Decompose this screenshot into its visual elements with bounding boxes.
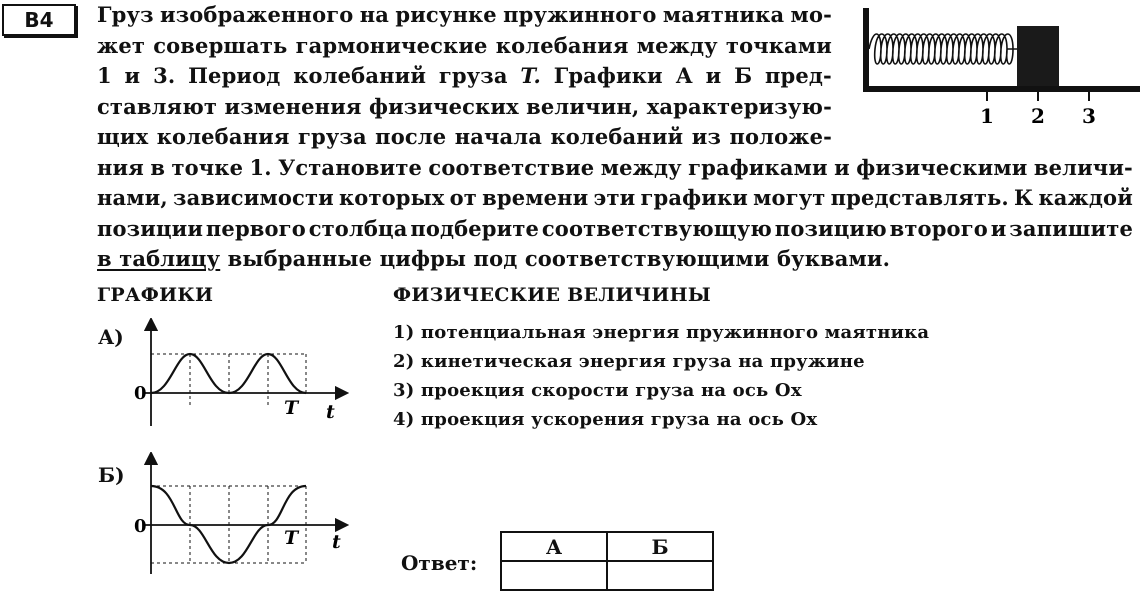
graphs-heading: ГРАФИКИ	[97, 284, 214, 306]
statement-word: рисунке	[395, 2, 497, 27]
statement-word: ния	[97, 154, 144, 180]
statement-word: и	[834, 154, 850, 180]
graph-b	[130, 452, 350, 575]
statement-line	[97, 61, 832, 92]
statement-word: и	[124, 63, 141, 88]
statement-word: щих	[97, 124, 149, 149]
statement-word: величи-	[1033, 154, 1133, 180]
statement-word: пред-	[765, 63, 832, 88]
statement-word: груза	[438, 63, 508, 88]
statement-line	[97, 92, 832, 123]
statement-word: после	[375, 124, 447, 149]
statement-word: могут	[753, 185, 826, 210]
statement-word: Период	[188, 63, 281, 88]
statement-word: А	[675, 63, 693, 88]
statement-word: запишите	[1009, 215, 1133, 241]
statement-word: нами,	[97, 185, 168, 210]
statement-word: из	[691, 124, 722, 149]
statement-word: 1.	[249, 154, 272, 180]
statement-line	[97, 122, 832, 153]
answer-table	[500, 531, 714, 591]
answer-cell-b[interactable]	[607, 561, 713, 590]
statement-word: между	[600, 154, 682, 180]
statement-word: изображенного	[159, 2, 354, 27]
statement-word: гармонические	[295, 32, 488, 58]
graph-a-period-label: T	[284, 397, 299, 419]
position-label-3: 3	[1082, 104, 1096, 128]
statement-word: изменения	[224, 93, 362, 119]
table-link[interactable]: в таблицу	[97, 246, 221, 271]
statement-word: T.	[520, 63, 541, 88]
statement-line	[97, 183, 1133, 214]
statement-word: эти	[593, 185, 636, 210]
statement-word: колебания	[495, 32, 629, 58]
statement-word: Груз	[97, 2, 154, 27]
statement-word: маятника	[662, 2, 785, 27]
statement-word: положе-	[729, 124, 832, 149]
statement-word: и	[705, 63, 722, 88]
statement-word: 1	[97, 63, 112, 88]
statement-word: 3.	[153, 63, 176, 88]
statement-word: времени	[482, 185, 589, 210]
statement-line	[97, 214, 1133, 245]
statement-word: каждой	[1038, 185, 1133, 210]
statement-word: соответствующую	[541, 215, 772, 241]
spring	[869, 34, 1017, 64]
graph-a-zero-label: 0	[134, 383, 147, 404]
statement-word: физическими	[856, 154, 1028, 180]
answer-column-a: А	[501, 532, 607, 561]
statement-word: пружинного	[503, 2, 657, 27]
graph-b-label: Б)	[98, 463, 125, 487]
quantities-heading: ФИЗИЧЕСКИЕ ВЕЛИЧИНЫ	[393, 284, 711, 306]
position-label-2: 2	[1031, 104, 1045, 128]
answer-label: Ответ:	[401, 551, 478, 575]
statement-word: представлять.	[830, 185, 1009, 210]
quantity-item-4: 4) проекция ускорения груза на ось Ox	[393, 409, 818, 430]
graph-b-time-label: t	[332, 531, 341, 553]
task-number-badge: B4	[2, 4, 76, 36]
answer-column-b: Б	[607, 532, 713, 561]
statement-word: и	[990, 215, 1007, 241]
statement-word: совершать	[153, 32, 288, 58]
statement-word: зависимости	[173, 185, 334, 210]
statement-word: на	[359, 2, 390, 27]
statement-word: которых	[338, 185, 445, 210]
statement-word: графики	[640, 185, 748, 210]
statement-line	[97, 31, 832, 62]
statement-word: соответствие	[428, 154, 595, 180]
statement-word: К	[1014, 185, 1034, 210]
statement-word: характеризую-	[646, 93, 832, 119]
statement-word: величин,	[526, 93, 640, 119]
statement-word: точками	[725, 32, 832, 58]
spring-pendulum-figure	[855, 4, 1140, 129]
statement-word: позиции	[97, 215, 204, 241]
quantities-list	[393, 318, 929, 434]
graph-b-period-label: T	[284, 527, 299, 549]
graph-a	[130, 318, 350, 428]
statement-word: Графики	[553, 63, 663, 88]
statement-word: точке	[171, 154, 244, 180]
statement-word: графиками	[688, 154, 828, 180]
position-label-1: 1	[980, 104, 994, 128]
statement-word: подберите	[410, 215, 540, 241]
statement-word: Б	[734, 63, 753, 88]
graph-a-time-label: t	[326, 401, 335, 423]
answer-cell-a[interactable]	[501, 561, 607, 590]
quantity-item-2: 2) кинетическая энергия груза на пружине	[393, 351, 865, 372]
statement-word: начала	[454, 124, 542, 149]
quantity-item-3: 3) проекция скорости груза на ось Ox	[393, 380, 802, 401]
statement-word: первого	[205, 215, 306, 241]
statement-word: второго	[889, 215, 988, 241]
load-block	[1017, 26, 1059, 86]
statement-word: физических	[368, 93, 519, 119]
quantity-item-1: 1) потенциальная энергия пружинного маятника	[393, 322, 930, 343]
statement-word: столбца	[308, 215, 408, 241]
graph-b-zero-label: 0	[134, 516, 147, 537]
statement-line	[97, 153, 1133, 184]
statement-last-line: в таблицу выбранные цифры под соответствующими буквами.	[97, 246, 891, 271]
graph-a-label: А)	[98, 325, 124, 349]
statement-word: от	[449, 185, 477, 210]
statement-line	[97, 0, 832, 31]
statement-word: груза	[297, 124, 367, 149]
statement-word: в	[150, 154, 166, 180]
statement-word: жет	[97, 32, 146, 58]
statement-word: между	[636, 32, 718, 58]
statement-word: Установите	[278, 154, 423, 180]
statement-word: колебаний	[550, 124, 684, 149]
statement-word: колебания	[156, 124, 290, 149]
statement-word: позицию	[774, 215, 887, 241]
statement-word: колебаний	[293, 63, 427, 88]
statement-word: ставляют	[97, 93, 218, 119]
statement-word: мо-	[790, 2, 832, 27]
